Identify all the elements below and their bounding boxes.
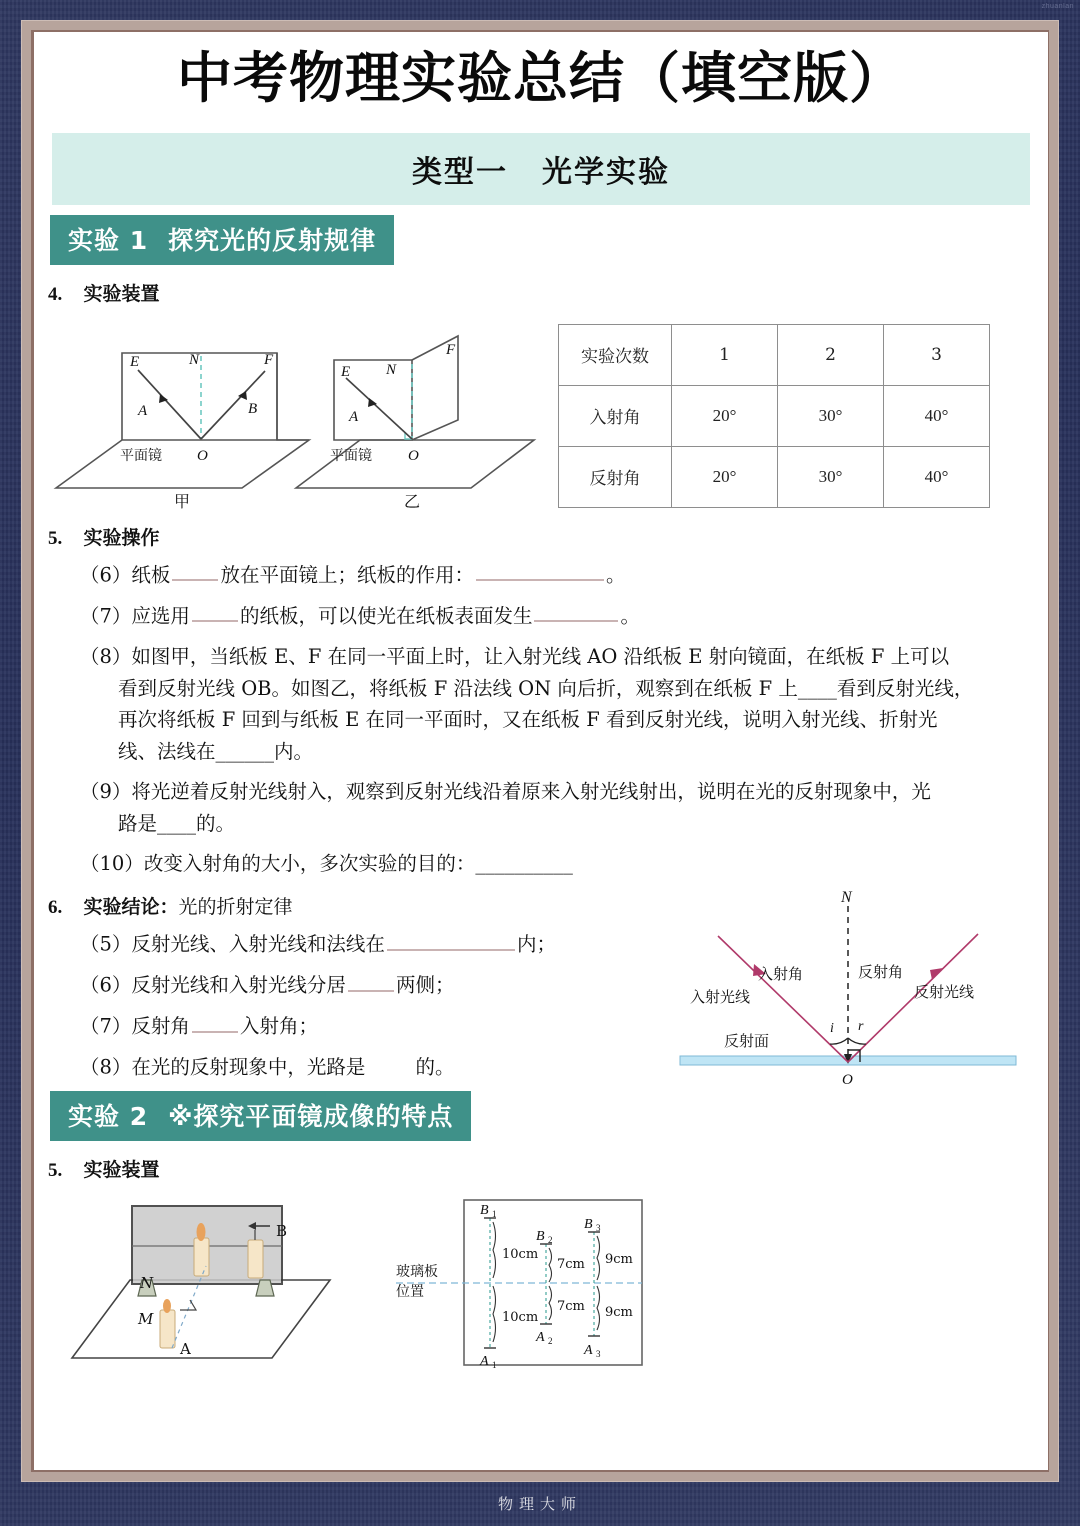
glass-position-label-line2: 位置	[396, 1284, 424, 1301]
measurement-table	[558, 324, 990, 508]
c7-text-a: 反射角	[131, 1014, 190, 1038]
label-angle-r: r	[858, 1019, 864, 1035]
reflection-law-figure	[658, 884, 1048, 1089]
dist-1-bottom: 10cm	[502, 1310, 539, 1326]
item-9-no: （9）	[80, 780, 132, 804]
conclusion-column	[34, 880, 658, 1083]
section-4-number: 4.	[48, 283, 63, 305]
c7-blank[interactable]	[192, 1010, 238, 1032]
section-6-heading	[48, 892, 658, 919]
fig-b-label-A: A	[349, 408, 359, 425]
fig2-label-B: B	[276, 1222, 288, 1241]
section-5b-heading	[48, 1155, 1048, 1182]
reflection-law-svg	[658, 884, 1038, 1089]
image-distance-record-svg	[394, 1188, 694, 1378]
table-row	[559, 446, 990, 507]
table-cell: 1	[672, 324, 778, 385]
item-6-no: （6）	[80, 563, 132, 587]
fig-b-label-E: E	[341, 363, 351, 380]
item-7-part-3: 。	[620, 604, 640, 628]
c5-blank[interactable]	[387, 928, 515, 950]
page-title: 中考物理实验总结（填空版）	[176, 45, 905, 110]
section-6-title: 实验结论：	[83, 896, 179, 919]
point-B3-sub: 3	[596, 1223, 601, 1234]
experiment-1-badge-title: 探究光的反射规律	[168, 225, 377, 255]
section-4-title: 实验装置	[83, 282, 160, 305]
type-banner	[52, 133, 1030, 205]
point-A2: A	[536, 1330, 545, 1346]
table-cell: 20°	[672, 385, 778, 446]
glass-position-label-line1: 玻璃板	[396, 1264, 438, 1281]
conclusion-item-5	[80, 928, 658, 960]
type-banner-text: 光学实验	[542, 154, 670, 190]
conclusion-item-8	[80, 1051, 658, 1083]
table-cell: 2	[778, 324, 884, 385]
fig-a-label-E: E	[130, 353, 140, 370]
item-6-blank-1[interactable]	[172, 559, 218, 581]
dist-3-top: 9cm	[605, 1252, 633, 1268]
item-8-line-2: 看到反射光线 OB。如图乙，将纸板 F 沿法线 ON 向后折，观察到在纸板 F 上____看到反射光线，	[118, 676, 974, 700]
label-origin-O: O	[842, 1072, 853, 1089]
operation-item-6	[80, 559, 1048, 591]
document-page	[34, 32, 1048, 1470]
operation-item-10	[80, 848, 1048, 880]
fig-a-label-F: F	[264, 351, 274, 368]
fig-a-caption: 甲	[174, 491, 191, 511]
fig2-label-N: N	[140, 1274, 154, 1293]
fig-a-label-N: N	[189, 351, 200, 368]
c6-no: （6）	[80, 973, 132, 997]
section-6-number: 6.	[48, 897, 63, 919]
table-cell: 3	[884, 324, 990, 385]
experiment-2-figures	[34, 1188, 1048, 1378]
table-cell: 20°	[672, 446, 778, 507]
point-A2-sub: 2	[548, 1336, 553, 1347]
measurement-table-wrap	[558, 324, 990, 508]
item-9-text-1: 将光逆着反射光线射入，观察到反射光线沿着原来入射光线射出，说明在光的反射现象中，光	[131, 780, 931, 804]
item-7-blank-1[interactable]	[192, 600, 238, 622]
point-A3: A	[584, 1343, 593, 1359]
fig-a-label-A: A	[138, 402, 148, 419]
experiment-1-badge	[50, 215, 394, 265]
table-row-label: 反射角	[559, 446, 672, 507]
operation-item-7	[80, 600, 1048, 632]
item-10-text: 改变入射角的大小，多次实验的目的：__________	[143, 852, 573, 876]
fig2-label-M: M	[138, 1310, 154, 1329]
table-row-label: 实验次数	[559, 324, 672, 385]
label-incident-angle: 入射角	[758, 965, 804, 984]
item-8-no: （8）	[80, 644, 132, 668]
fig-b-label-F: F	[446, 341, 456, 358]
device-and-table-row	[34, 308, 1048, 513]
apparatus-figures	[34, 308, 554, 513]
dist-3-bottom: 9cm	[605, 1305, 633, 1321]
item-7-part-1: 应选用	[131, 604, 190, 628]
conclusion-item-6	[80, 969, 658, 1001]
table-cell: 40°	[884, 446, 990, 507]
conclusion-row	[34, 880, 1048, 1089]
c8-text-b: 的。	[415, 1055, 455, 1079]
section-5-heading	[48, 523, 1048, 550]
type-banner-label: 类型一	[412, 154, 508, 190]
section-5b-title: 实验装置	[83, 1159, 160, 1182]
point-A1: A	[480, 1354, 489, 1370]
point-B2-sub: 2	[548, 1235, 553, 1246]
item-8-line-3: 再次将纸板 F 回到与纸板 E 在同一平面时，又在纸板 F 看到反射光线，说明入射光线、折射光	[118, 708, 938, 732]
point-B3: B	[584, 1217, 593, 1233]
experiment-2-badge-no: 实验 2	[68, 1102, 149, 1132]
c6-text-b: 两侧；	[395, 973, 455, 997]
item-7-no: （7）	[80, 604, 132, 628]
item-6-part-3: 。	[605, 563, 626, 587]
label-normal-N: N	[841, 889, 852, 907]
experiment-1-badge-no: 实验 1	[68, 225, 149, 255]
c6-blank[interactable]	[348, 969, 394, 991]
fig-a-label-O: O	[197, 447, 208, 464]
point-B2: B	[536, 1229, 545, 1245]
fig-a-label-B: B	[248, 400, 258, 417]
c6-text-a: 反射光线和入射光线分居	[131, 973, 346, 997]
label-angle-i: i	[830, 1021, 834, 1037]
point-B1-sub: 1	[492, 1209, 497, 1220]
table-cell: 40°	[884, 385, 990, 446]
item-10-no: （10）	[80, 852, 144, 876]
apparatus-svg	[34, 308, 554, 513]
point-B1: B	[480, 1203, 489, 1219]
corner-watermark: zhuanlan	[1041, 3, 1074, 10]
fig2-label-A: A	[180, 1340, 191, 1359]
fig-b-mirror-label: 平面镜	[330, 447, 372, 464]
mirror-imaging-setup-svg	[60, 1188, 390, 1373]
table-row-label: 入射角	[559, 385, 672, 446]
section-5b-number: 5.	[48, 1160, 63, 1182]
label-reflect-surface: 反射面	[724, 1032, 770, 1051]
c5-text-b: 内；	[516, 932, 556, 956]
section-4-heading	[48, 279, 1048, 306]
item-7-part-2: 的纸板，可以使光在纸板表面发生	[239, 604, 533, 628]
fig-b-label-O: O	[408, 447, 419, 464]
item-6-blank-2[interactable]	[476, 559, 604, 581]
c8-text-a: 在光的反射现象中，光路是	[131, 1055, 366, 1079]
conclusion-item-7	[80, 1010, 658, 1042]
section-6-subtitle: 光的折射定律	[178, 896, 293, 919]
label-reflect-angle: 反射角	[858, 963, 904, 982]
section-5-title: 实验操作	[83, 526, 160, 549]
item-6-part-1: 纸板	[131, 563, 171, 587]
item-6-part-2: 放在平面镜上；纸板的作用：	[220, 563, 474, 587]
c8-blank[interactable]	[367, 1051, 413, 1073]
section-5-number: 5.	[48, 527, 63, 549]
dist-1-top: 10cm	[502, 1247, 539, 1263]
fig-b-label-N: N	[386, 361, 397, 378]
arrow-reflect-icon	[930, 968, 943, 980]
table-row	[559, 324, 990, 385]
item-9-line-2: 路是____的。	[118, 811, 236, 835]
dist-2-bottom: 7cm	[557, 1299, 585, 1315]
operation-item-9	[80, 776, 1048, 839]
table-cell: 30°	[778, 446, 884, 507]
item-9-line-1	[80, 776, 1048, 808]
dist-2-top: 7cm	[557, 1257, 585, 1273]
item-8-text-1: 如图甲，当纸板 E、F 在同一平面上时，让入射光线 AO 沿纸板 E 射向镜面，在纸板 F 上可以	[131, 644, 950, 668]
c7-no: （7）	[80, 1014, 132, 1038]
item-7-blank-2[interactable]	[534, 600, 618, 622]
operation-item-8	[80, 641, 1048, 767]
experiment-2-badge	[50, 1091, 471, 1141]
point-A1-sub: 1	[492, 1360, 497, 1371]
c8-no: （8）	[80, 1055, 132, 1079]
item-8-line-1	[80, 641, 1048, 673]
item-8-line-4: 线、法线在______内。	[118, 739, 314, 763]
c5-text-a: 反射光线、入射光线和法线在	[131, 932, 385, 956]
table-row	[559, 385, 990, 446]
experiment-2-badge-title: ※探究平面镜成像的特点	[168, 1102, 454, 1132]
label-reflect-ray: 反射光线	[914, 983, 975, 1002]
table-cell: 30°	[778, 385, 884, 446]
fig-a-mirror-label: 平面镜	[120, 447, 162, 464]
c7-text-b: 入射角；	[239, 1014, 318, 1038]
fig-b-caption: 乙	[404, 491, 421, 511]
point-A3-sub: 3	[596, 1349, 601, 1360]
bottom-watermark: 物理大师	[497, 1496, 582, 1513]
label-incident-ray: 入射光线	[690, 988, 751, 1007]
c5-no: （5）	[80, 932, 132, 956]
